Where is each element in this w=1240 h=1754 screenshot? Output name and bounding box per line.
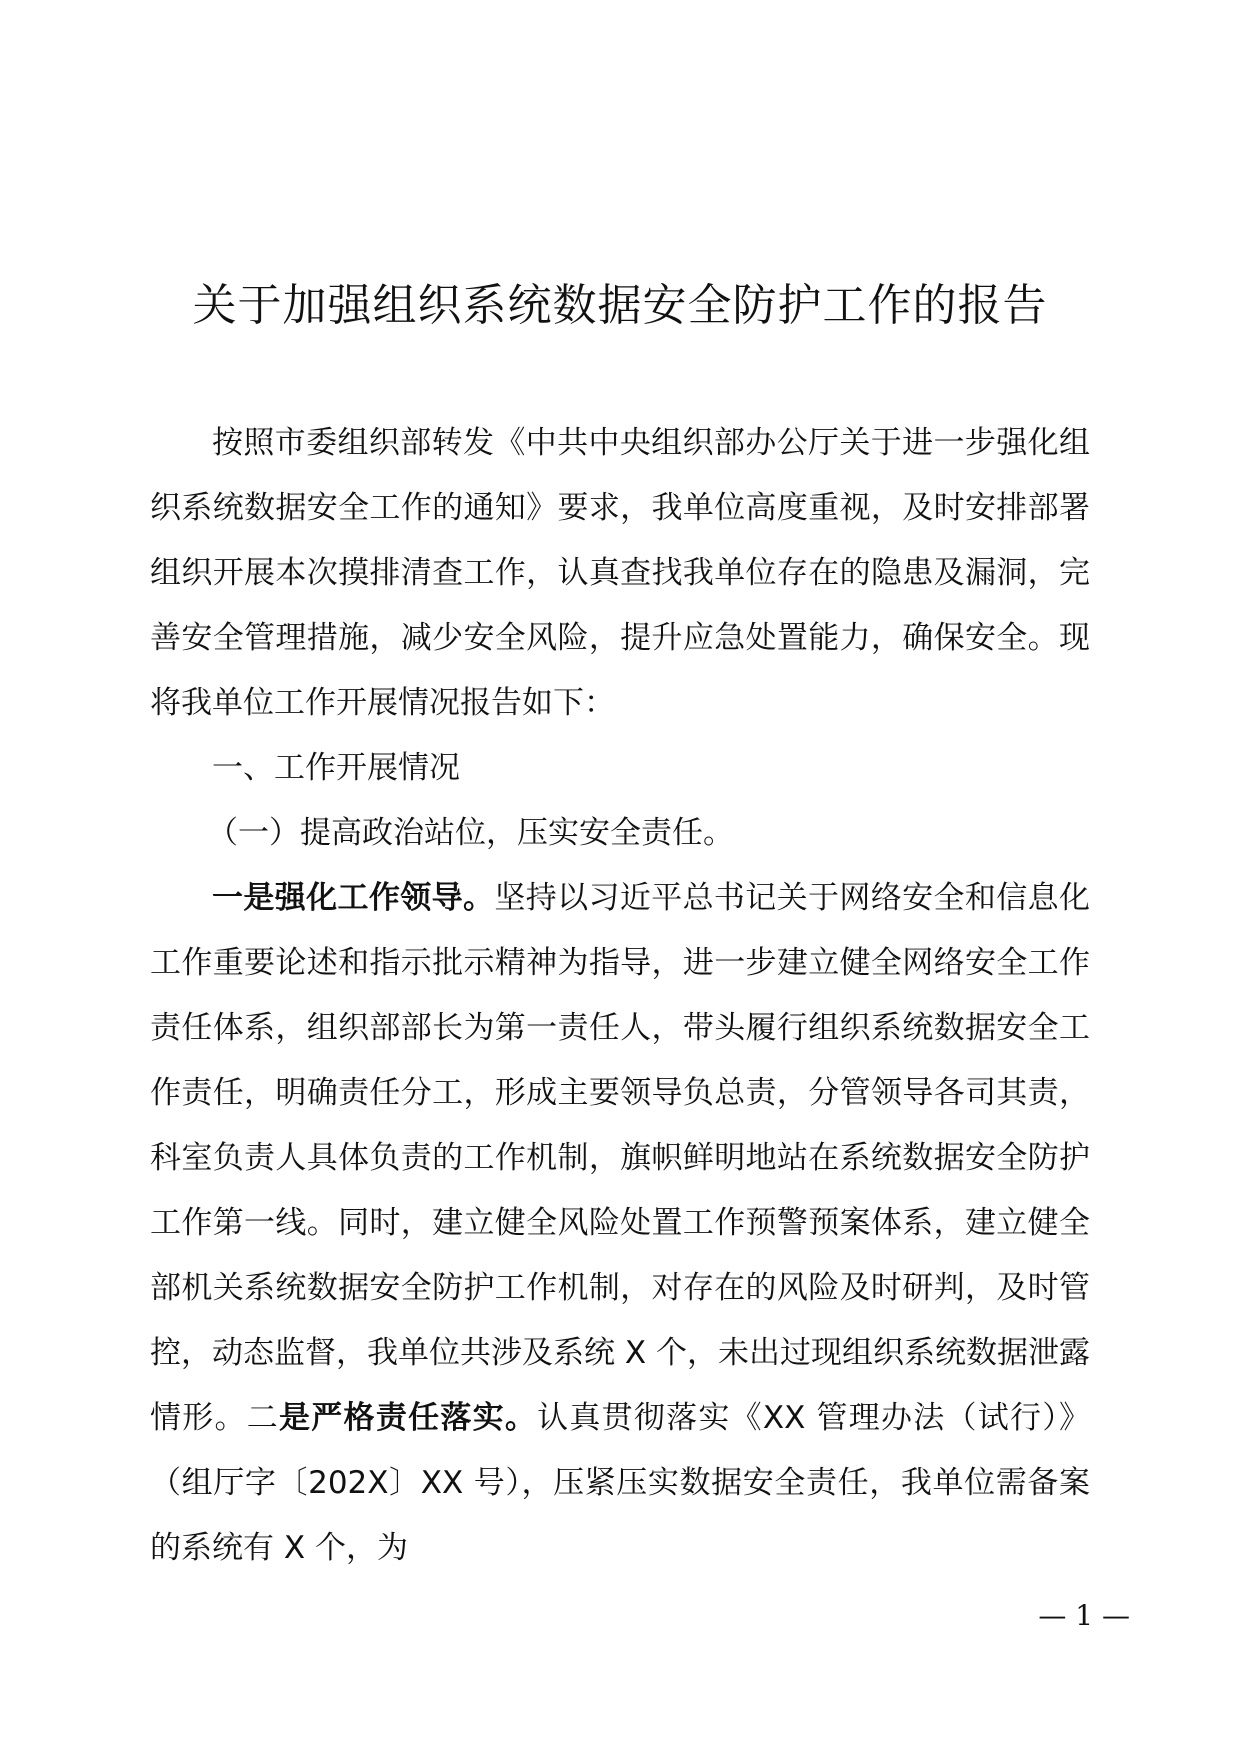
document-body	[150, 411, 1090, 1581]
point-1-lead: 一是强化工作领导。	[212, 880, 495, 916]
subsection-heading-political-stance: （一）提高政治站位，压实安全责任。	[207, 815, 734, 851]
section-heading-work-progress: 一、工作开展情况	[212, 750, 460, 786]
point-1-paragraph	[150, 866, 1090, 1581]
point-1-body: 坚持以习近平总书记关于网络安全和信息化工作重要论述和指示批示精神为指导，进一步建立健全网络安全工作责任体系，组织部部长为第一责任人，带头履行组织系统数据安全工作责任，明确责任分工，形成主要领导负总责，分管领导各司其责，科室负责人具体负责的工作机制，旗帜鲜明地站在系统数据安全防护工作第一线。同时，建立健全风险处置工作预警预案体系，建立健全部机关系统数据安全防护工作机制，对存在的风险及时研判，及时管控，动态监督，我单位共涉及系统 X 个，未出过现组织系统数据泄露情形。	[150, 880, 1091, 1436]
point-2-body: 认真贯彻落实《XX 管理办法（试行）》（组厅字〔202X〕XX 号），压紧压实数据安全责任，我单位需备案的系统有 X 个，为	[150, 1400, 1091, 1566]
point-2-numeral: 二	[246, 1400, 280, 1436]
intro-paragraph: 按照市委组织部转发《中共中央组织部办公厅关于进一步强化组织系统数据安全工作的通知》要求，我单位高度重视，及时安排部署组织开展本次摸排清查工作，认真查找我单位存在的隐患及漏洞，完善安全管理措施，减少安全风险，提升应急处置能力，确保安全。现将我单位工作开展情况报告如下：	[150, 425, 1090, 721]
document-title: 关于加强组织系统数据安全防护工作的报告	[192, 280, 1048, 331]
page-number: — 1 —	[1038, 1599, 1130, 1632]
point-2-lead: 是严格责任落实。	[279, 1400, 538, 1436]
